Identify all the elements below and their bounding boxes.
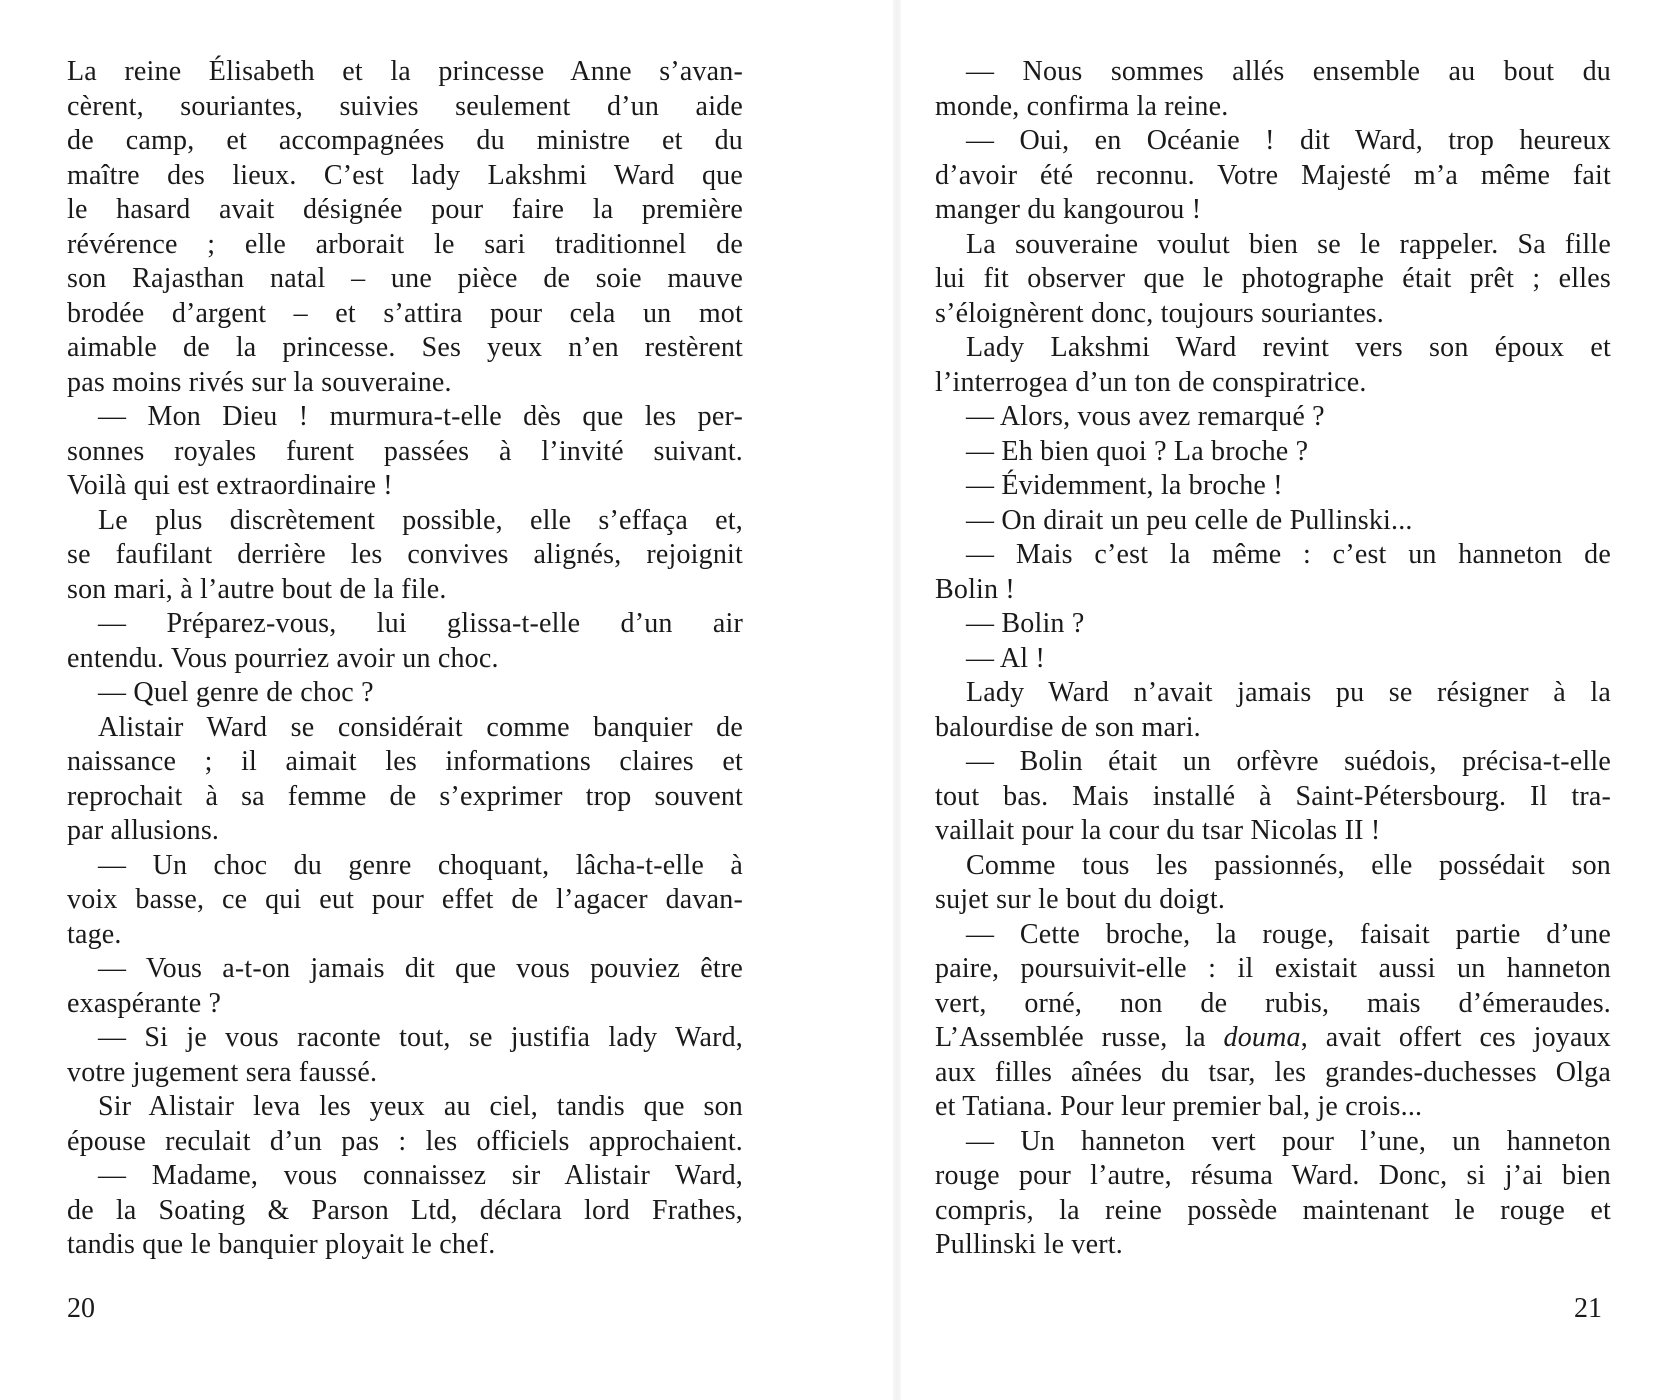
text-line: naissance ; il aimait les informations claires et xyxy=(67,746,743,777)
text-line: tage. xyxy=(67,918,122,950)
text-line: La reine Élisabeth et la princesse Anne s’avan- xyxy=(67,56,743,87)
text-line: pas moins rivés sur la souveraine. xyxy=(67,366,452,398)
text-line: son Rajasthan natal – une pièce de soie mauve xyxy=(67,263,743,294)
text-line: Voilà qui est extraordinaire ! xyxy=(67,470,393,501)
text-line: aux filles aînées du tsar, les grandes-duchesses Olga xyxy=(935,1056,1611,1088)
text-line: — Nous sommes allés ensemble au bout du xyxy=(966,56,1611,87)
text-line: L’Assemblée russe, la douma, avait offert ces joyaux xyxy=(935,1022,1611,1053)
text-line: Lady Ward n’avait jamais pu se résigner à la xyxy=(966,677,1611,708)
text-line: brodée d’argent – et s’attira pour cela un mot xyxy=(67,297,743,329)
text-line: — Madame, vous connaissez sir Alistair Ward, xyxy=(98,1160,743,1191)
text-line: vert, orné, non de rubis, mais d’émeraudes. xyxy=(935,987,1611,1019)
text-line: — Un choc du genre choquant, lâcha-t-elle à xyxy=(98,849,743,881)
text-line: — Bolin ? xyxy=(966,608,1085,639)
text-line: aimable de la princesse. Ses yeux n’en restèrent xyxy=(67,332,743,363)
text-line: vaillait pour la cour du tsar Nicolas II ! xyxy=(935,815,1381,846)
text-line: de camp, et accompagnées du ministre et du xyxy=(67,125,743,156)
text-line: monde, confirma la reine. xyxy=(935,90,1229,122)
right-page-text xyxy=(935,55,1611,1263)
text-line: s’éloignèrent donc, toujours souriantes. xyxy=(935,297,1384,329)
text-line: — Eh bien quoi ? La broche ? xyxy=(966,435,1309,467)
text-line: La souveraine voulut bien se le rappeler. Sa fille xyxy=(966,228,1611,260)
text-line: votre jugement sera faussé. xyxy=(67,1056,378,1088)
text-line: tandis que le banquier ployait le chef. xyxy=(67,1229,496,1260)
text-line: et Tatiana. Pour leur premier bal, je crois... xyxy=(935,1091,1423,1122)
text-line: sonnes royales furent passées à l’invité suivant. xyxy=(67,435,743,467)
text-line: son mari, à l’autre bout de la file. xyxy=(67,573,447,605)
text-line: le hasard avait désignée pour faire la première xyxy=(67,194,743,225)
text-line: Bolin ! xyxy=(935,573,1015,605)
text-line: — Quel genre de choc ? xyxy=(98,677,374,708)
text-line: Le plus discrètement possible, elle s’effaça et, xyxy=(98,504,743,536)
text-line: de la Soating & Parson Ltd, déclara lord Frathes, xyxy=(67,1194,743,1226)
text-line: d’avoir été reconnu. Votre Majesté m’a même fait xyxy=(935,159,1611,191)
text-line: — Si je vous raconte tout, se justifia lady Ward, xyxy=(98,1022,743,1053)
text-line: — On dirait un peu celle de Pullinski... xyxy=(966,504,1413,536)
text-line: Pullinski le vert. xyxy=(935,1229,1123,1260)
text-line: cèrent, souriantes, suivies seulement d’un aide xyxy=(67,90,743,122)
text-line: paire, poursuivit-elle : il existait aussi un hanneton xyxy=(935,953,1611,984)
text-line: rouge pour l’autre, résuma Ward. Donc, si j’ai bien xyxy=(935,1160,1611,1191)
left-page-text xyxy=(67,55,743,1263)
text-line: tout bas. Mais installé à Saint-Pétersbourg. Il tra- xyxy=(935,780,1611,812)
text-line: par allusions. xyxy=(67,815,220,846)
text-line: exaspérante ? xyxy=(67,987,222,1019)
text-line: — Cette broche, la rouge, faisait partie d’une xyxy=(966,918,1611,950)
text-line: — Un hanneton vert pour l’une, un hanneton xyxy=(966,1125,1611,1157)
text-line: — Vous a-t-on jamais dit que vous pouviez être xyxy=(98,953,743,984)
text-line: balourdise de son mari. xyxy=(935,711,1201,743)
text-line: épouse reculait d’un pas : les officiels approchaient. xyxy=(67,1125,743,1157)
left-page-number: 20 xyxy=(67,1293,95,1324)
text-line: entendu. Vous pourriez avoir un choc. xyxy=(67,642,499,674)
text-line: — Mon Dieu ! murmura-t-elle dès que les per- xyxy=(98,401,743,432)
text-line: manger du kangourou ! xyxy=(935,194,1202,225)
text-line: Comme tous les passionnés, elle possédait son xyxy=(966,849,1611,881)
text-line: compris, la reine possède maintenant le rouge et xyxy=(935,1194,1611,1226)
text-line: voix basse, ce qui eut pour effet de l’agacer davan- xyxy=(67,884,743,915)
text-line: — Évidemment, la broche ! xyxy=(966,470,1283,501)
text-line: — Alors, vous avez remarqué ? xyxy=(966,401,1325,432)
text-line: — Préparez-vous, lui glissa-t-elle d’un air xyxy=(98,608,743,639)
text-line: — Al ! xyxy=(966,642,1045,674)
text-line: Alistair Ward se considérait comme banquier de xyxy=(98,711,743,743)
text-line: l’interrogea d’un ton de conspiratrice. xyxy=(935,366,1367,398)
text-line: lui fit observer que le photographe était prêt ; elles xyxy=(935,263,1611,294)
text-line: Lady Lakshmi Ward revint vers son époux et xyxy=(966,332,1611,363)
text-line: — Mais c’est la même : c’est un hanneton de xyxy=(966,539,1611,570)
text-line: se faufilant derrière les convives alignés, rejoignit xyxy=(67,539,743,570)
right-page-number: 21 xyxy=(1574,1293,1602,1324)
text-line: — Oui, en Océanie ! dit Ward, trop heureux xyxy=(966,125,1611,156)
text-line: reprochait à sa femme de s’exprimer trop souvent xyxy=(67,780,743,812)
book-gutter xyxy=(893,0,901,1400)
text-line: Sir Alistair leva les yeux au ciel, tandis que son xyxy=(98,1091,743,1122)
text-line: — Bolin était un orfèvre suédois, précisa-t-elle xyxy=(966,746,1611,777)
text-line: sujet sur le bout du doigt. xyxy=(935,884,1226,915)
text-line: maître des lieux. C’est lady Lakshmi Ward que xyxy=(67,159,743,191)
text-line: révérence ; elle arborait le sari traditionnel de xyxy=(67,228,743,260)
